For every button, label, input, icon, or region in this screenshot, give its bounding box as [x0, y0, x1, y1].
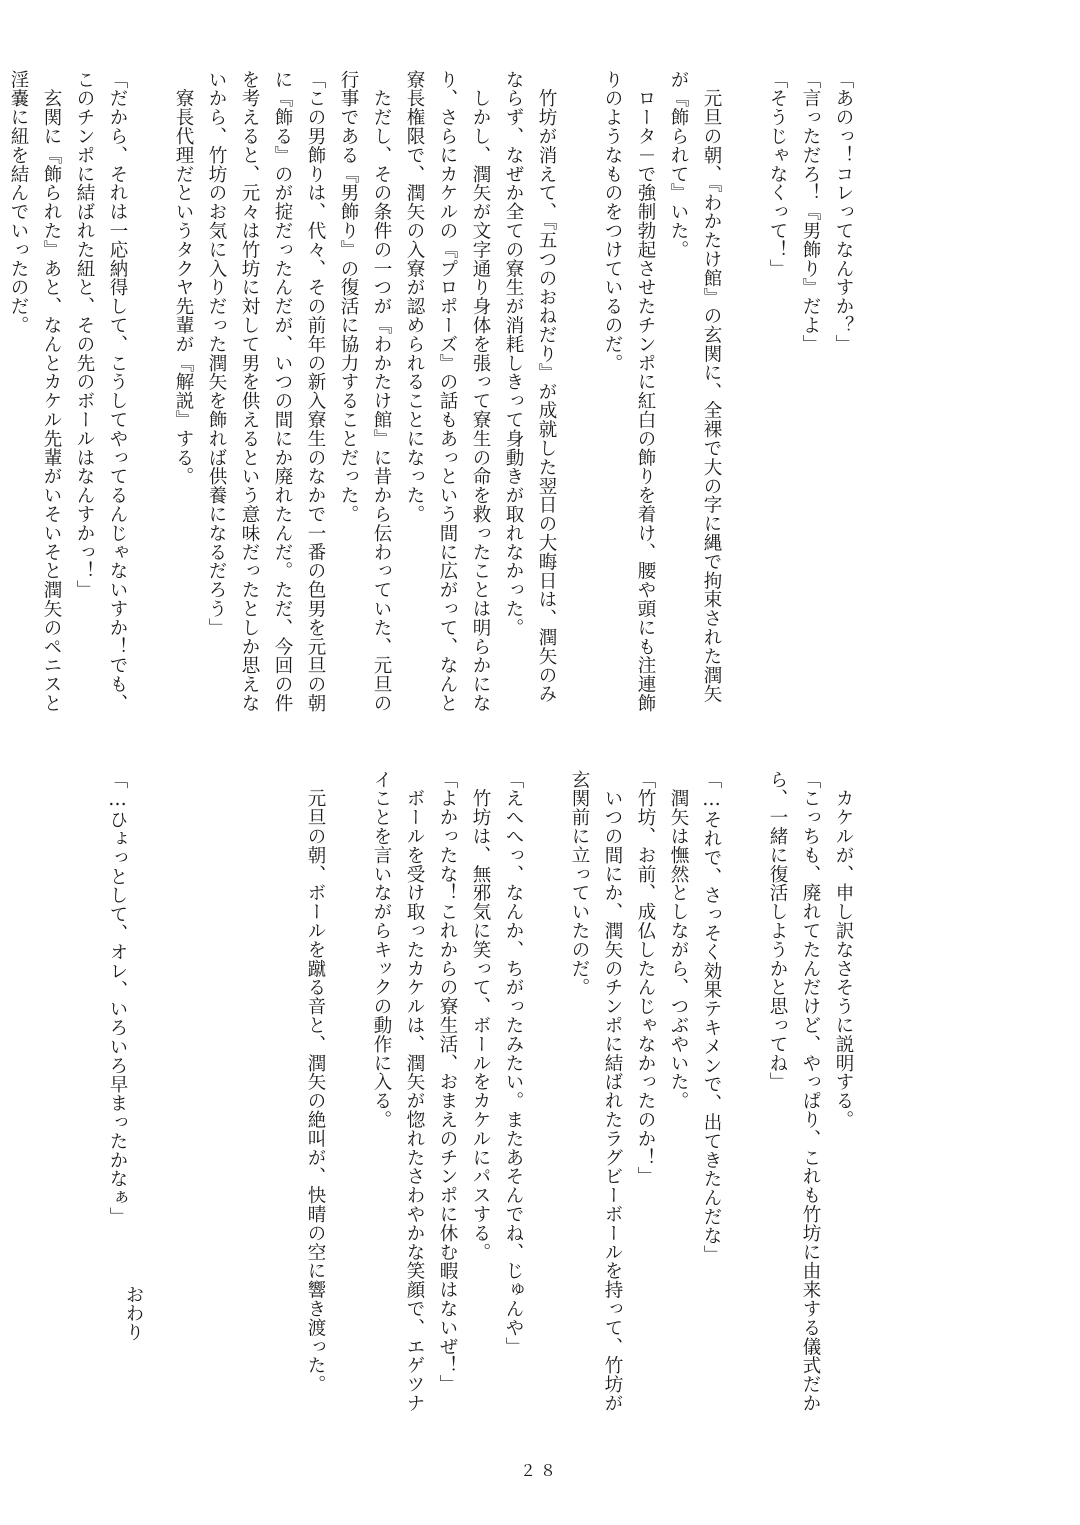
text-column: 玄関に『飾られた』あと、なんとカケル先輩がいそいそと潤矢のペニスと: [41, 70, 62, 713]
text-column: 「だから、それは一応納得して、こうしてやってるんじゃないすか！でも、: [107, 70, 128, 713]
paragraph-gap: [564, 70, 594, 710]
text-column: このチンポに結ばれた紐と、その先のボールはなんすかっ！」: [74, 70, 95, 600]
text-column: ならず、なぜか全ての寮生が消耗しきって身動きが取れなかった。: [503, 70, 524, 637]
text-column: しかし、潤矢が文字通り身体を張って寮生の命を救ったことは明らかにな: [470, 70, 491, 713]
text-column: 「こっちも、廃れてたんだけど、やっぱり、これも竹坊に由来する儀式だか: [800, 770, 821, 1413]
end-mark-wrap: [120, 1285, 146, 1342]
text-column: 竹坊が消えて、『五つのおねだり』が成就した翌日の大晦日は、潤矢のみ: [536, 70, 557, 704]
text-column: ボールを受け取ったカケルは、潤矢が惚れたさわやかな笑顔で、エゲツナ: [404, 770, 425, 1413]
paragraph-gap: [531, 770, 561, 1420]
text-column: 「…それで、さっそく効果テキメンで、出てきたんだな」: [701, 770, 722, 1264]
text-column: 「よかったな！これからの寮生活、おまえのチンポに休む暇はないぜ！」: [437, 770, 458, 1394]
text-column: イことを言いながらキックの動作に入る。: [371, 770, 392, 1130]
paragraph-gap: [135, 70, 165, 710]
bottom-text-block: [99, 770, 858, 1420]
paragraph-gap: [201, 770, 231, 1420]
paragraph-gap: [729, 70, 759, 710]
text-column: ら、一緒に復活しようかと思ってね」: [767, 770, 788, 1092]
text-column: 「…ひょっとして、オレ、いろいろ早まったかなぁ」: [107, 770, 128, 1227]
top-text-block: [0, 70, 858, 713]
text-column: 寮長代理だというタクヤ先輩が『解説』する。: [173, 70, 194, 486]
text-column: 淫嚢に紐を結んでいったのだ。: [8, 70, 29, 335]
page-number: ２８: [519, 1461, 560, 1480]
paragraph-gap: [267, 770, 297, 1420]
text-column: 「この男飾りは、代々、その前年の新入寮生のなかで一番の色男を元旦の朝: [305, 70, 326, 713]
paragraph-gap: [234, 770, 264, 1420]
text-column: ロータ－で強制勃起させたチンポに紅白の飾りを着け、腰や頭にも注連飾: [635, 70, 656, 713]
paragraph-gap: [168, 770, 198, 1420]
text-column: 元旦の朝、ボールを蹴る音と、潤矢の絶叫が、快晴の空に響き渡った。: [305, 770, 326, 1394]
text-column: 寮長権限で、潤矢の入寮が認められることになった。: [404, 70, 425, 524]
text-column: いから、竹坊のお気に入りだった潤矢を飾れば供養になるだろう」: [206, 70, 227, 637]
text-column: を考えると、元々は竹坊に対して男を供えるという意味だったとしか思えな: [239, 70, 260, 713]
text-column: に『飾る』のが掟だったんだが、いつの間にか廃れたんだ。ただ、今回の件: [272, 70, 293, 713]
text-column: 「竹坊、お前、成仏したんじゃなかったのか！」: [635, 770, 656, 1186]
paragraph-gap: [729, 770, 759, 1420]
text-column: りのようなものをつけているのだ。: [602, 70, 623, 373]
text-column: 玄関前に立っていたのだ。: [569, 770, 590, 997]
text-column: 「そうじゃなくって！」: [767, 70, 788, 278]
text-column: 「えへへっ、なんか、ちがったみたい。またあそんでね、じゅんや」: [503, 770, 524, 1356]
text-column: いつの間にか、潤矢のチンポに結ばれたラグビーボールを持って、竹坊が: [602, 770, 623, 1413]
text-column: 「あのっ！コレってなんすか？」: [833, 70, 854, 354]
text-column: 「言っただろ！『男飾り』だよ」: [800, 70, 821, 354]
end-mark: おわり: [123, 1285, 144, 1342]
text-column: 行事である『男飾り』の復活に協力することだった。: [338, 70, 359, 524]
text-column: 竹坊は、無邪気に笑って、ボールをカケルにパスする。: [470, 770, 491, 1262]
text-column: り、さらにカケルの『プロポーズ』の話もあっという間に広がって、なんと: [437, 70, 458, 713]
text-column: ただし、その条件の一つが『わかたけ館』に昔から伝わっていた、元旦の: [371, 70, 392, 713]
text-column: 潤矢は憮然としながら、つぶやいた。: [668, 770, 689, 1111]
text-column: が『飾られて』いた。: [668, 70, 689, 259]
text-column: カケルが、申し訳なさそうに説明する。: [833, 770, 854, 1130]
text-column: 元旦の朝、『わかたけ館』の玄関に、全裸で大の字に縄で拘束された潤矢: [701, 70, 722, 704]
paragraph-gap: [333, 770, 363, 1420]
